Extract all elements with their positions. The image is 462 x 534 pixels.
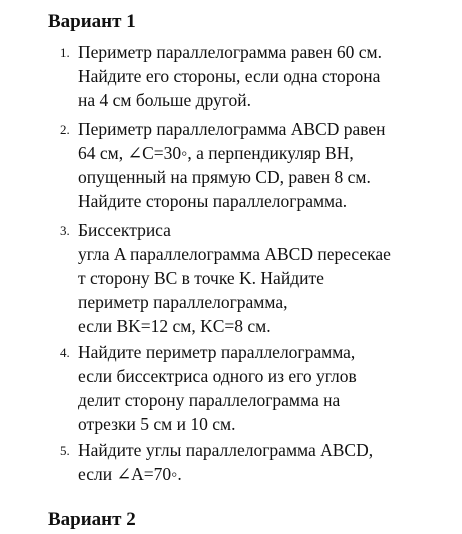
task-text-line: Биссектриса	[78, 220, 171, 240]
task-text-line: делит сторону параллелограмма на	[78, 390, 341, 410]
task-number: 5.	[60, 443, 70, 458]
task-text-line: отрезки 5 см и 10 см.	[78, 414, 236, 434]
task-text-line: если биссектриса одного из его углов	[78, 366, 357, 386]
task-number: 3.	[60, 223, 70, 238]
task-text-line: т сторону BC в точке K. Найдите	[78, 268, 324, 288]
task-number: 1.	[60, 45, 70, 60]
task-text-line: Найдите стороны параллелограмма.	[78, 191, 348, 211]
task-text-line: если ∠A=70◦.	[78, 464, 182, 484]
task-text-line: 64 см, ∠C=30◦, а перпендикуляр BH,	[78, 143, 354, 163]
task-text-line: периметр параллелограмма,	[78, 292, 288, 312]
task-text-line: Найдите периметр параллелограмма,	[78, 342, 356, 362]
next-variant-title: Вариант 2	[48, 509, 136, 530]
variant-title: Вариант 1	[48, 11, 136, 32]
task-text-line: угла A параллелограмма ABCD пересекае	[78, 244, 391, 264]
task-text-line: если BK=12 см, KC=8 см.	[78, 316, 271, 336]
task-text-line: Найдите его стороны, если одна сторона	[78, 66, 381, 86]
task-text-line: на 4 см больше другой.	[78, 90, 252, 110]
task-text-line: Найдите углы параллелограмма ABCD,	[78, 440, 374, 460]
task-text-line: Периметр параллелограмма равен 60 см.	[78, 42, 383, 62]
task-number: 4.	[60, 345, 70, 360]
task-number: 2.	[60, 122, 70, 137]
task-text-line: опущенный на прямую CD, равен 8 см.	[78, 167, 371, 187]
task-text-line: Периметр параллелограмма ABCD равен	[78, 119, 386, 139]
